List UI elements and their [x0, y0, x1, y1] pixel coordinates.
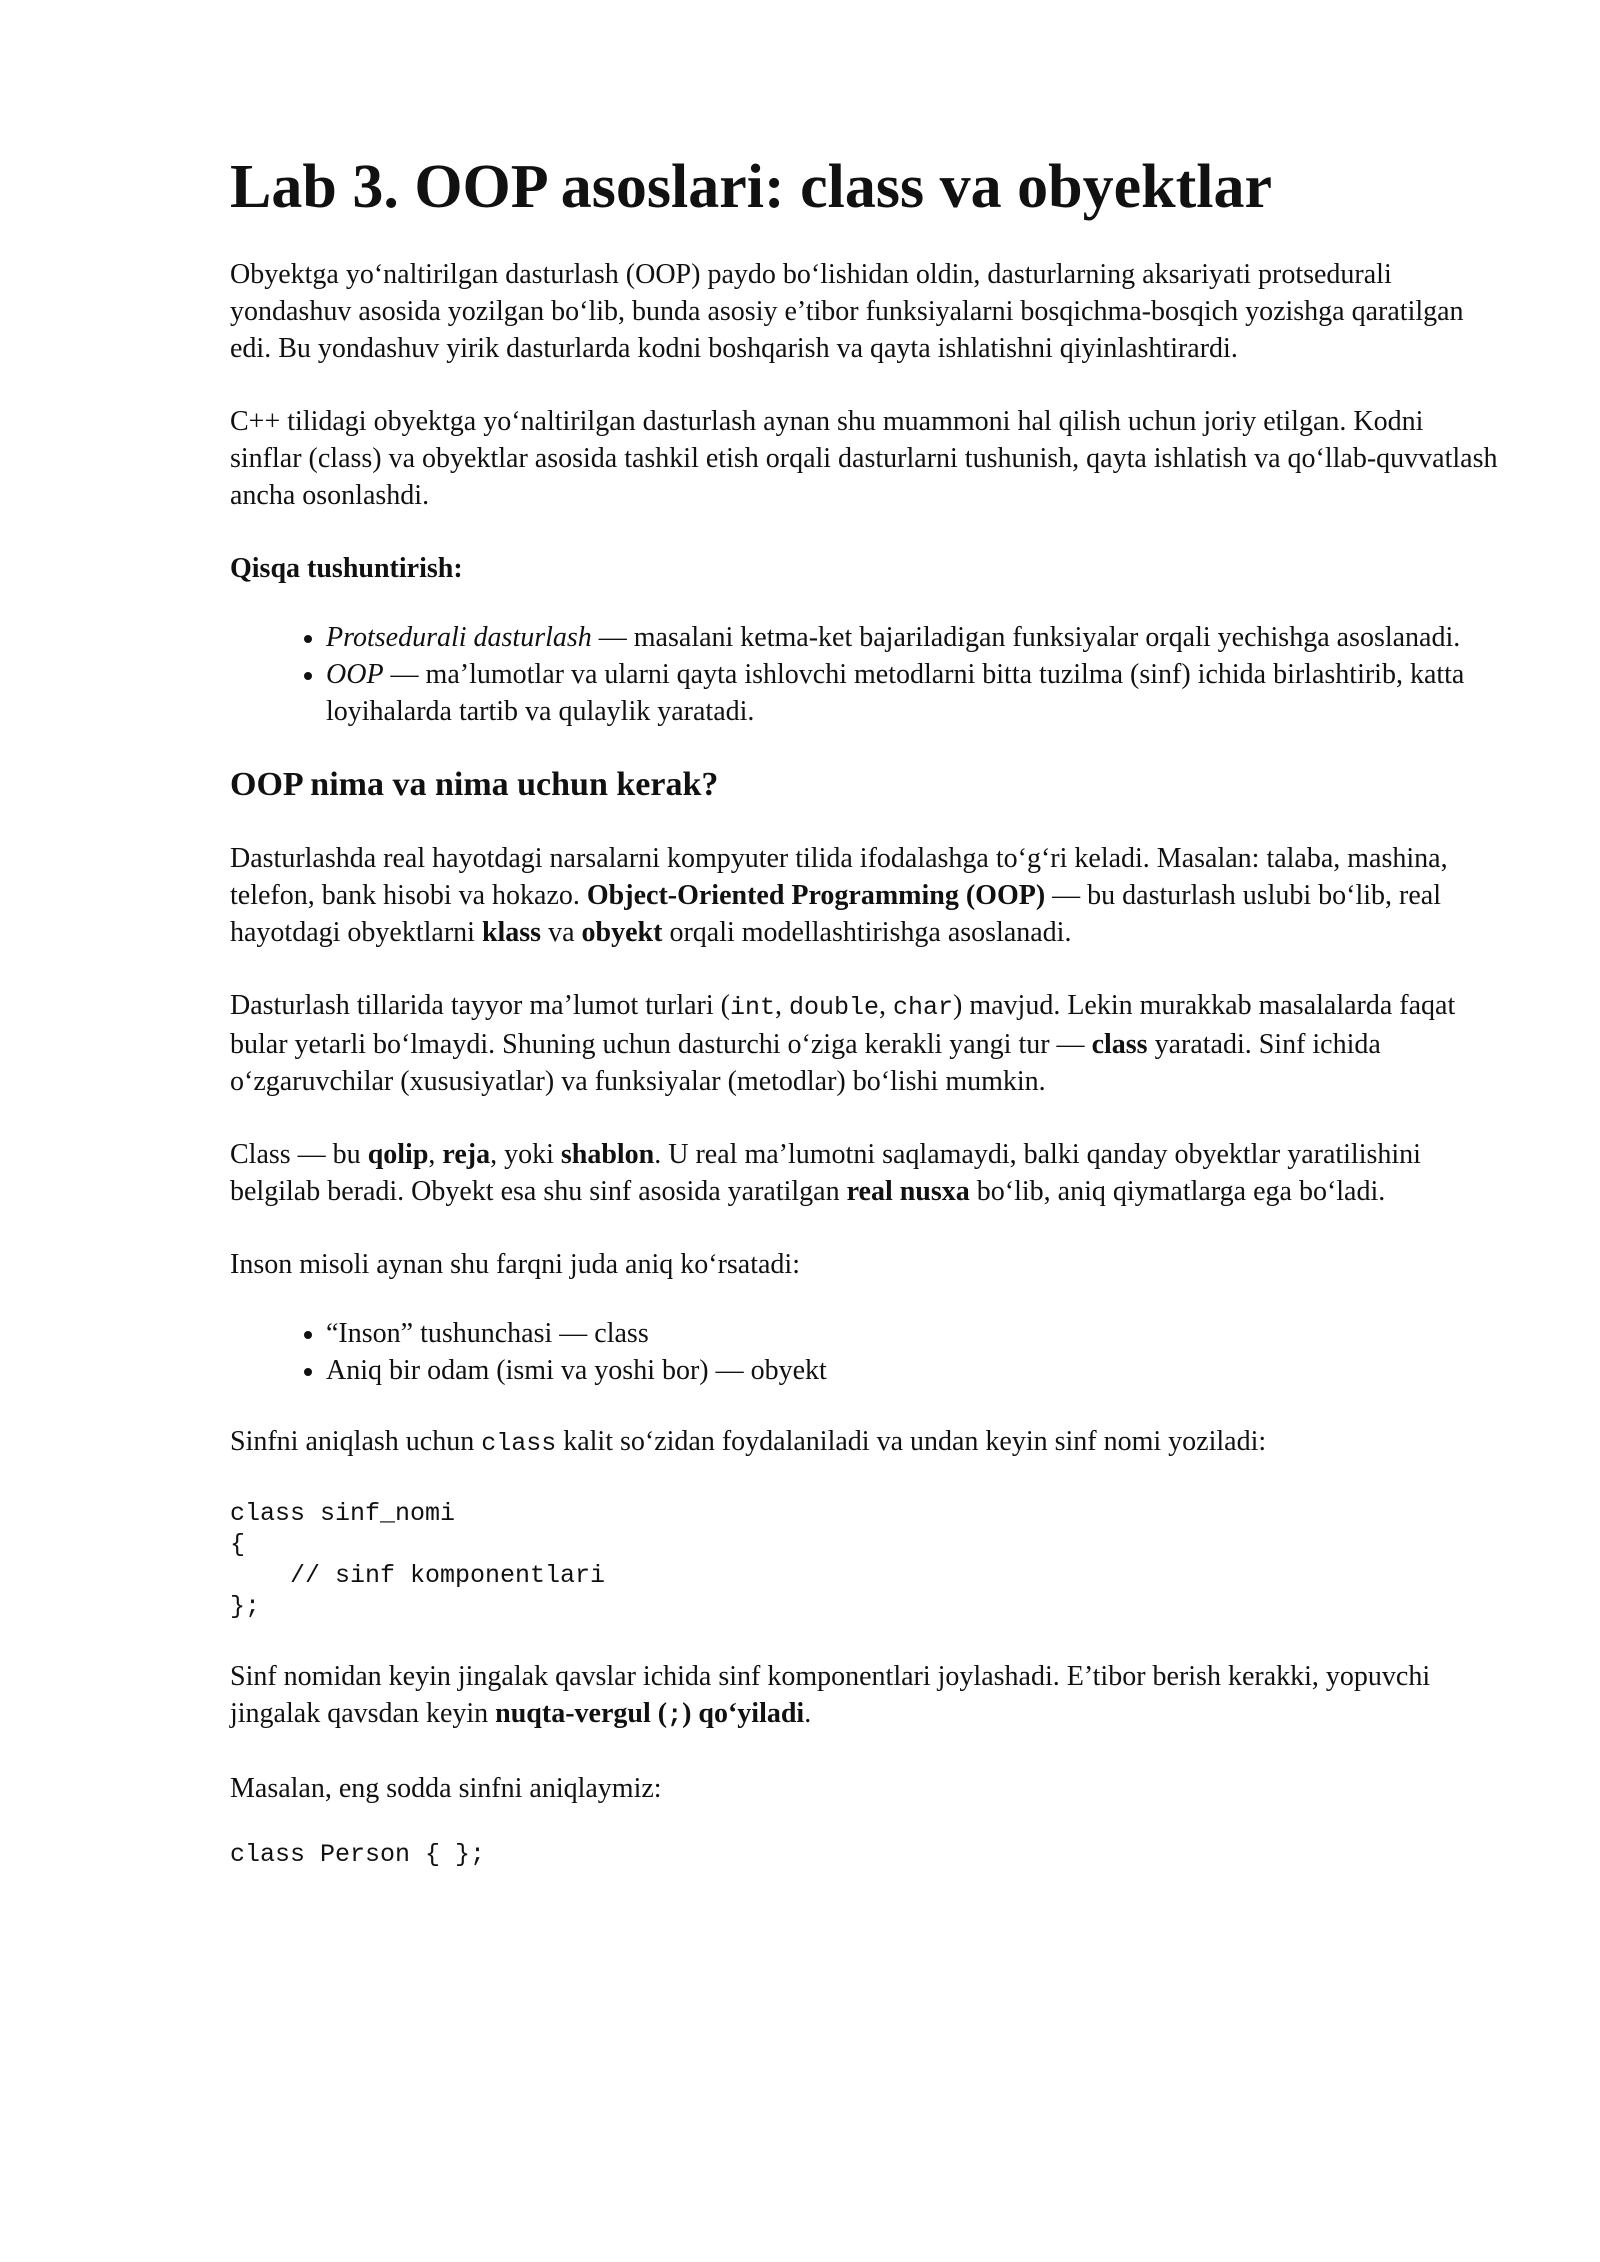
intro-paragraph-2: C++ tilidagi obyektga yo‘naltirilgan dasturlash aynan shu muammoni hal qilish uchun joriy etilgan. Kodni sinflar (class) va obyektlar asosida tashkil etish orqali dasturlarni tushunish, qayta ishlatish va qo‘llab-quvvatlash ancha osonlashdi. — [230, 406, 1498, 511]
code-semicolon: ; — [667, 1701, 683, 1730]
code-block-person-class: class Person { }; — [230, 1840, 486, 1869]
data-types-paragraph: Dasturlash tillarida tayyor ma’lumot turlari (int, double, char) mavjud. Lekin murakkab masalalarda faqat bular yetarli bo‘lmaydi. Shuning uchun dasturchi o‘ziga kerakli yangi tur — class yaratadi. Sinf ichida o‘zgaruvchilar (xususiyatlar) va funksiyalar (metodlar) bo‘lishi mumkin. — [230, 990, 1456, 1097]
list-item: • OOP — ma’lumotlar va ularni qayta ishlovchi metodlarni bitta tuzilma (sinf) ichida birlashtirib, katta loyihalarda tartib va qulaylik yaratadi. — [326, 656, 1500, 730]
class-template-paragraph: Class — bu qolip, reja, yoki shablon. U real ma’lumotni saqlamaydi, balki qanday obyektlar yaratilishini belgilab beradi. Obyekt esa shu sinf asosida yaratilgan real nusxa bo‘lib, aniq qiymatlarga ega bo‘ladi. — [230, 1139, 1421, 1207]
section-heading: OOP nima va nima uchun kerak? — [230, 766, 719, 803]
intro-paragraph-1: Obyektga yo‘naltirilgan dasturlash (OOP) paydo bo‘lishidan oldin, dasturlarning aksariyati protsedurali yondashuv asosida yozilgan bo‘lib, bunda asosiy e’tibor funksiyalarni bosqichma-bosqich yozishga qaratilgan edi. Bu yondashuv yirik dasturlarda kodni boshqarish va qayta ishlatishni qiyinlashtirardi. — [230, 259, 1464, 364]
code-block-class-syntax: class sinf_nomi { // sinf komponentlari }; — [230, 1499, 606, 1621]
code-int: int — [729, 993, 775, 1022]
list-item: • “Inson” tushunchasi — class — [326, 1315, 1500, 1352]
code-char: char — [893, 993, 954, 1022]
oop-definition-paragraph: Dasturlashda real hayotdagi narsalarni kompyuter tilida ifodalashga to‘g‘ri keladi. Masalan: talaba, mashina, telefon, bank hisobi va hokazo. Object-Oriented Programming (OOP) — bu dasturlash uslubi bo‘lib, real hayotdagi obyektlarni klass va obyekt orqali modellashtirishga asoslanadi. — [230, 843, 1448, 948]
semicolon-paragraph: Sinf nomidan keyin jingalak qavslar ichida sinf komponentlari joylashadi. E’tibor berish kerakki, yopuvchi jingalak qavsdan keyin nuqta-vergul (;) qo‘yiladi. — [230, 1661, 1431, 1730]
simple-class-intro: Masalan, eng sodda sinfni aniqlaymiz: — [230, 1773, 662, 1804]
human-example-intro: Inson misoli aynan shu farqni juda aniq ko‘rsatadi: — [230, 1249, 800, 1280]
document-page — [230, 150, 1500, 1906]
list-item: • Aniq bir odam (ismi va yoshi bor) — obyekt — [326, 1352, 1500, 1389]
short-explanation-list — [230, 619, 1500, 730]
page-title: Lab 3. OOP asoslari: class va obyektlar — [230, 153, 1272, 221]
code-class: class — [481, 1429, 557, 1458]
human-example-list — [230, 1315, 1500, 1389]
class-keyword-paragraph: Sinfni aniqlash uchun class kalit so‘zidan foydalaniladi va undan keyin sinf nomi yoziladi: — [230, 1426, 1267, 1458]
list-item: • Protsedurali dasturlash — masalani ketma-ket bajariladigan funksiyalar orqali yechishga asoslanadi. — [326, 619, 1500, 656]
code-double: double — [788, 993, 879, 1022]
short-explanation-heading: Qisqa tushuntirish: — [230, 553, 463, 584]
